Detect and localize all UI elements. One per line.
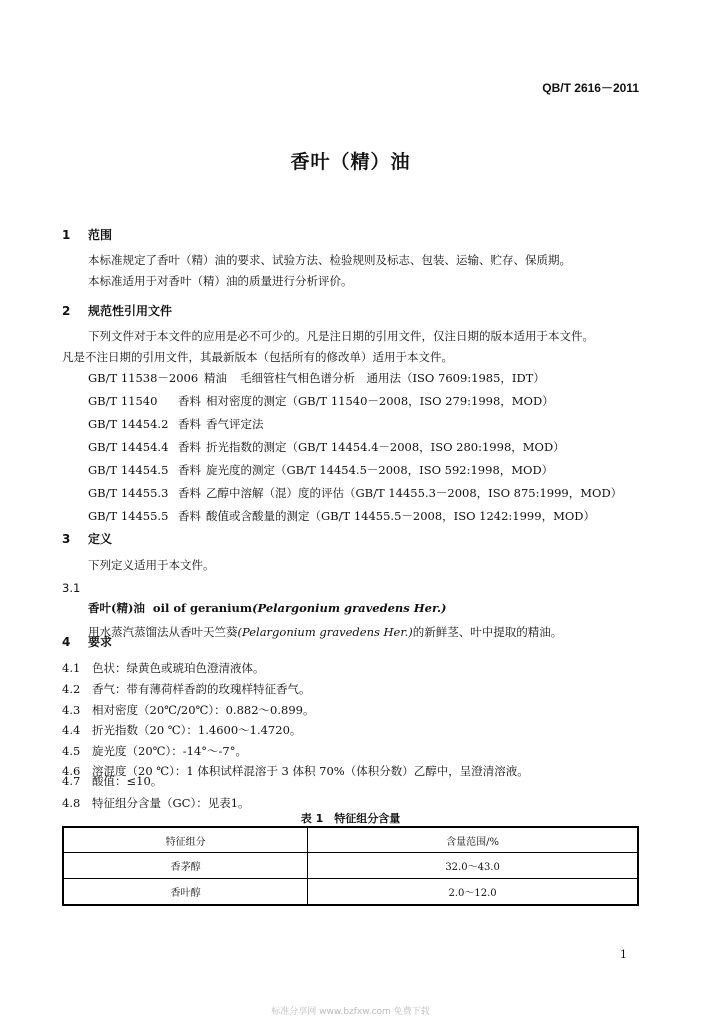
- page-number: 1: [620, 948, 627, 961]
- reference-code: GB/T 14454.2: [88, 417, 169, 431]
- term-english: oil of geranium: [152, 601, 253, 615]
- reference-item: [88, 393, 554, 409]
- section-title: 要求: [88, 635, 113, 649]
- reference-item: [88, 462, 553, 478]
- reference-title: 相对密度的测定（GB/T 11540－2008，ISO 279:1998，MOD）: [206, 394, 554, 408]
- requirement-item: [62, 743, 247, 759]
- table-header-cell: 特征组分: [63, 827, 308, 853]
- section-number: 1: [62, 228, 71, 242]
- reference-code: GB/T 14454.4: [88, 440, 169, 454]
- section-number: 4: [62, 635, 71, 649]
- requirement-text: 相对密度（20℃/20℃）：0.882～0.899。: [92, 703, 315, 717]
- requirement-item: [62, 795, 250, 811]
- requirement-text: 酸值：≤10。: [92, 774, 163, 788]
- table-header-cell: 含量范围/%: [308, 827, 638, 853]
- section-title: 规范性引用文件: [88, 304, 173, 318]
- requirement-item: [62, 681, 311, 697]
- table-caption: 表 1 特征组分含量: [300, 812, 401, 825]
- footer-watermark: 标准分享网 www.bzfxw.com 免费下载: [271, 1007, 430, 1017]
- reference-title: 酸值或含酸量的测定（GB/T 14455.5－2008，ISO 1242:1999，MOD）: [206, 509, 595, 523]
- term-chinese: 香叶(精)油: [88, 601, 145, 615]
- reference-title: 乙醇中溶解（混）度的评估（GB/T 14455.3－2008，ISO 875:1999，MOD）: [206, 486, 623, 500]
- table-cell: 2.0～12.0: [308, 879, 638, 906]
- paragraph: 下列定义适用于本文件。: [88, 558, 215, 572]
- paragraph: 本标准规定了香叶（精）油的要求、试验方法、检验规则及标志、包装、运输、贮存、保质期。: [88, 253, 571, 267]
- table-row: [63, 879, 638, 906]
- requirement-text: 旋光度（20℃）：-14°～-7°。: [92, 744, 247, 758]
- reference-category: 香料: [178, 486, 201, 500]
- requirement-text: 溶混度（20 ℃）：1 体积试样混溶于 3 体积 70%（体积分数）乙醇中，呈澄清溶液。: [92, 764, 529, 778]
- section-2-heading: [62, 302, 172, 319]
- reference-title: 毛细管柱气相色谱分析 通用法（ISO 7609:1985，IDT）: [240, 371, 545, 385]
- reference-category: 香料: [178, 440, 201, 454]
- paragraph: 本标准适用于对香叶（精）油的质量进行分析评价。: [88, 274, 353, 288]
- reference-item: [88, 439, 565, 455]
- requirement-item: [62, 660, 265, 676]
- requirement-text: 香气：带有薄荷样香韵的玫瑰样特征香气。: [92, 682, 311, 696]
- requirement-number: 4.8: [62, 796, 81, 810]
- requirement-text: 特征组分含量（GC）：见表1。: [92, 796, 250, 810]
- table-1: [62, 826, 639, 906]
- term-entry: [88, 600, 446, 616]
- reference-code: GB/T 14454.5: [88, 463, 169, 477]
- table-header-row: [63, 827, 638, 853]
- reference-title: 折光指数的测定（GB/T 14454.4－2008，ISO 280:1998，MOD）: [206, 440, 565, 454]
- table-cell: 香叶醇: [63, 879, 308, 906]
- reference-category: 香料: [178, 509, 201, 523]
- table-cell: 香茅醇: [63, 853, 308, 879]
- page-title: 香叶（精）油: [290, 151, 411, 173]
- definition-text: 的新鲜茎、叶中提取的精油。: [412, 625, 563, 639]
- section-3-heading: [62, 530, 112, 547]
- reference-title: 旋光度的测定（GB/T 14454.5－2008，ISO 592:1998，MOD）: [206, 463, 554, 477]
- requirement-number: 4.6: [62, 764, 81, 778]
- paragraph: 凡是不注日期的引用文件，其最新版本（包括所有的修改单）适用于本文件。: [62, 350, 453, 364]
- reference-item: [88, 508, 595, 524]
- reference-code: GB/T 11540: [88, 394, 158, 408]
- requirement-text: 折光指数（20 ℃）：1.4600～1.4720。: [92, 723, 302, 737]
- requirement-number: 4.3: [62, 703, 81, 717]
- term-definition: [88, 624, 562, 640]
- reference-item: [88, 416, 264, 432]
- section-1-heading: [62, 226, 112, 243]
- reference-item: [88, 485, 622, 501]
- table-cell: 32.0～43.0: [308, 853, 638, 879]
- reference-code: GB/T 14455.5: [88, 509, 169, 523]
- requirement-number: 4.5: [62, 744, 81, 758]
- requirement-number: 4.7: [62, 774, 81, 788]
- subclause-number: 3.1: [62, 581, 81, 595]
- reference-code: GB/T 14455.3: [88, 486, 169, 500]
- reference-category: 香料: [178, 463, 201, 477]
- reference-item: [88, 370, 545, 386]
- standard-code: QB/T 2616－2011: [542, 81, 639, 95]
- reference-title: 香气评定法: [206, 417, 264, 431]
- definition-text: 用水蒸汽蒸馏法从香叶天竺葵: [88, 625, 238, 639]
- term-latin: (Pelargonium gravedens Her.): [252, 601, 447, 615]
- table-row: [63, 853, 638, 879]
- requirement-item: [62, 773, 162, 789]
- requirement-number: 4.1: [62, 661, 81, 675]
- reference-category: 香料: [178, 417, 201, 431]
- reference-category: 精油: [204, 371, 227, 385]
- requirement-item: [62, 722, 301, 738]
- requirement-number: 4.4: [62, 723, 81, 737]
- requirement-text: 色状：绿黄色或琥珀色澄清液体。: [92, 661, 265, 675]
- reference-category: 香料: [178, 394, 201, 408]
- reference-code: GB/T 11538－2006: [88, 371, 199, 385]
- section-title: 范围: [88, 228, 113, 242]
- section-title: 定义: [88, 532, 113, 546]
- section-4-heading: [62, 633, 112, 650]
- requirement-number: 4.2: [62, 682, 81, 696]
- paragraph: 下列文件对于本文件的应用是必不可少的。凡是注日期的引用文件，仅注日期的版本适用于本文件。: [88, 329, 594, 343]
- section-number: 2: [62, 304, 71, 318]
- definition-latin: (Pelargonium gravedens Her.): [237, 625, 413, 639]
- section-number: 3: [62, 532, 71, 546]
- requirement-item: [62, 702, 314, 718]
